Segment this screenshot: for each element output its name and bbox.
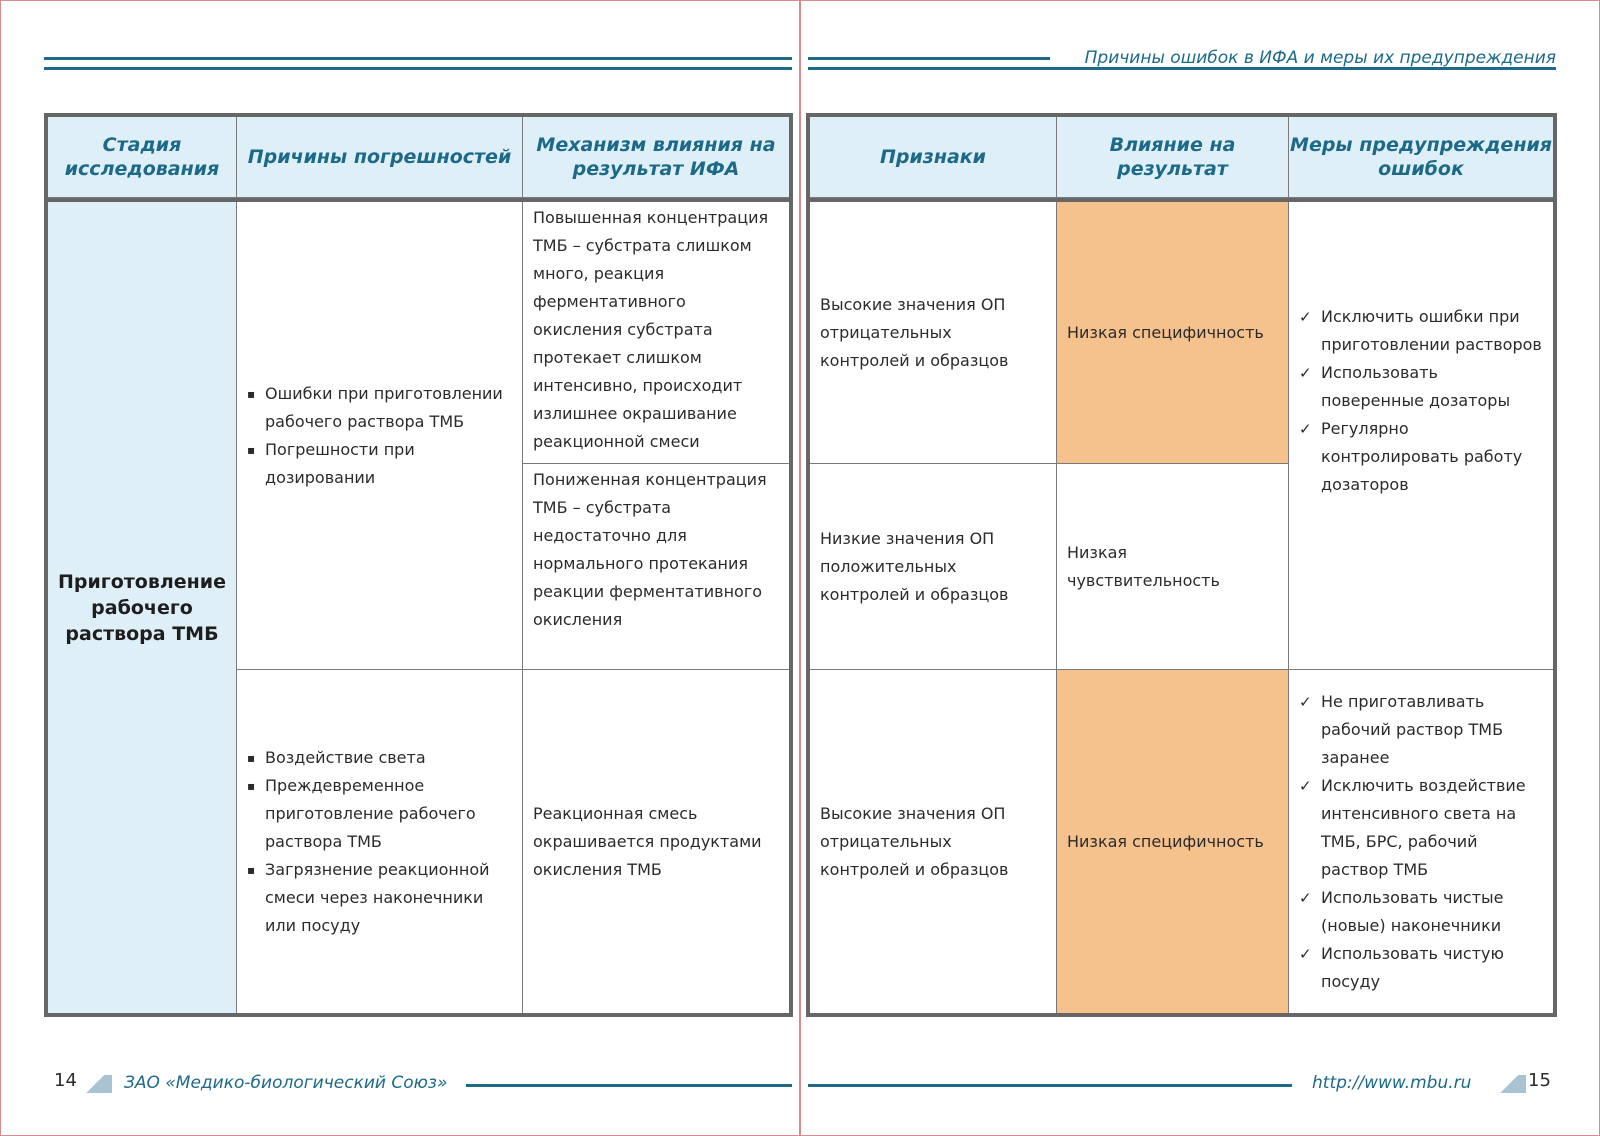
header-measures: Меры предупреждения ошибок [1289, 117, 1553, 198]
site-url[interactable]: http://www.mbu.ru [1312, 1073, 1472, 1093]
top-rule-left [44, 57, 792, 60]
mechanism-cell-2 [523, 464, 789, 670]
effect-cell-2 [1057, 464, 1289, 670]
mechanism-cell-1 [523, 202, 789, 464]
company-name: ЗАО «Медико-биологический Союз» [124, 1073, 448, 1093]
list-item: ▪ Ошибки при приготовлении рабочего раствора ТМБ [247, 380, 512, 436]
measures-list-1 [1299, 303, 1543, 499]
sign-cell-2 [810, 464, 1057, 670]
header-signs: Признаки [810, 117, 1057, 198]
top-rule-right [808, 57, 1050, 60]
list-item: ✓ Исключить воздействие интенсивного света на ТМБ, БРС, рабочий раствор ТМБ [1299, 772, 1543, 884]
list-item: ▪ Преждевременное приготовление рабочего раствора ТМБ [247, 772, 512, 856]
list-item: ✓ Использовать чистую посуду [1299, 940, 1543, 996]
list-item: ✓ Регулярно контролировать работу дозаторов [1299, 415, 1543, 499]
header-effect: Влияние на результат [1057, 117, 1289, 198]
stage-cell: Приготовление рабочего раствора ТМБ [48, 202, 237, 1013]
list-item: ▪ Загрязнение реакционной смеси через наконечники или посуду [247, 856, 512, 940]
page-number-left: 14 [54, 1070, 77, 1091]
causes-cell-1 [237, 202, 523, 670]
footer-rule-left [466, 1084, 792, 1087]
mechanism-cell-3 [523, 670, 789, 1013]
effect-text-1: Низкая специфичность [1067, 322, 1264, 342]
sign-text-1: Высокие значения ОП отрицательных контролей и образцов [820, 294, 1009, 370]
sign-text-2: Низкие значения ОП положительных контролей и образцов [820, 528, 1009, 604]
effect-text-3: Низкая специфичность [1067, 831, 1264, 851]
page-gutter [799, 0, 801, 1136]
list-item: ▪ Погрешности при дозировании [247, 436, 512, 492]
effect-text-2: Низкая чувствительность [1067, 542, 1220, 590]
mechanism-text-1: Повышенная концентрация ТМБ – субстрата слишком много, реакция ферментативного окисления субстрата протекает слишком интенсивно, происходит излишнее окрашивание реакционной смеси [533, 208, 769, 451]
effect-cell-3 [1057, 670, 1289, 1013]
sign-cell-1 [810, 202, 1057, 464]
list-item: ✓ Не приготавливать рабочий раствор ТМБ заранее [1299, 688, 1543, 772]
table-left [44, 113, 793, 1017]
footer-rule-right [808, 1084, 1292, 1087]
mechanism-text-3: Реакционная смесь окрашивается продуктами окисления ТМБ [533, 803, 762, 879]
header-causes: Причины погрешностей [237, 117, 523, 198]
causes-list-1 [247, 380, 512, 492]
page-number-right: 15 [1528, 1070, 1551, 1091]
measures-cell-2 [1289, 670, 1553, 1013]
page-corner-left [78, 1075, 112, 1093]
table-right [806, 113, 1557, 1017]
running-title: Причины ошибок в ИФА и меры их предупреждения [1084, 48, 1556, 68]
header-mechanism: Механизм влияния на результат ИФА [523, 117, 789, 198]
causes-list-2 [247, 744, 512, 940]
effect-cell-1 [1057, 202, 1289, 464]
top-rule-left-2 [44, 67, 792, 70]
list-item: ✓ Исключить ошибки при приготовлении растворов [1299, 303, 1543, 359]
causes-cell-2 [237, 670, 523, 1013]
header-stage: Стадия исследования [48, 117, 237, 198]
sign-cell-3 [810, 670, 1057, 1013]
measures-cell-1 [1289, 202, 1553, 670]
list-item: ✓ Использовать чистые (новые) наконечники [1299, 884, 1543, 940]
sign-text-3: Высокие значения ОП отрицательных контролей и образцов [820, 803, 1009, 879]
measures-list-2 [1299, 688, 1543, 996]
mechanism-text-2: Пониженная концентрация ТМБ – субстрата недостаточно для нормального протекания реакции ферментативного окисления [533, 470, 767, 629]
list-item: ✓ Использовать поверенные дозаторы [1299, 359, 1543, 415]
list-item: ▪ Воздействие света [247, 744, 512, 772]
page-corner-right [1492, 1075, 1526, 1093]
